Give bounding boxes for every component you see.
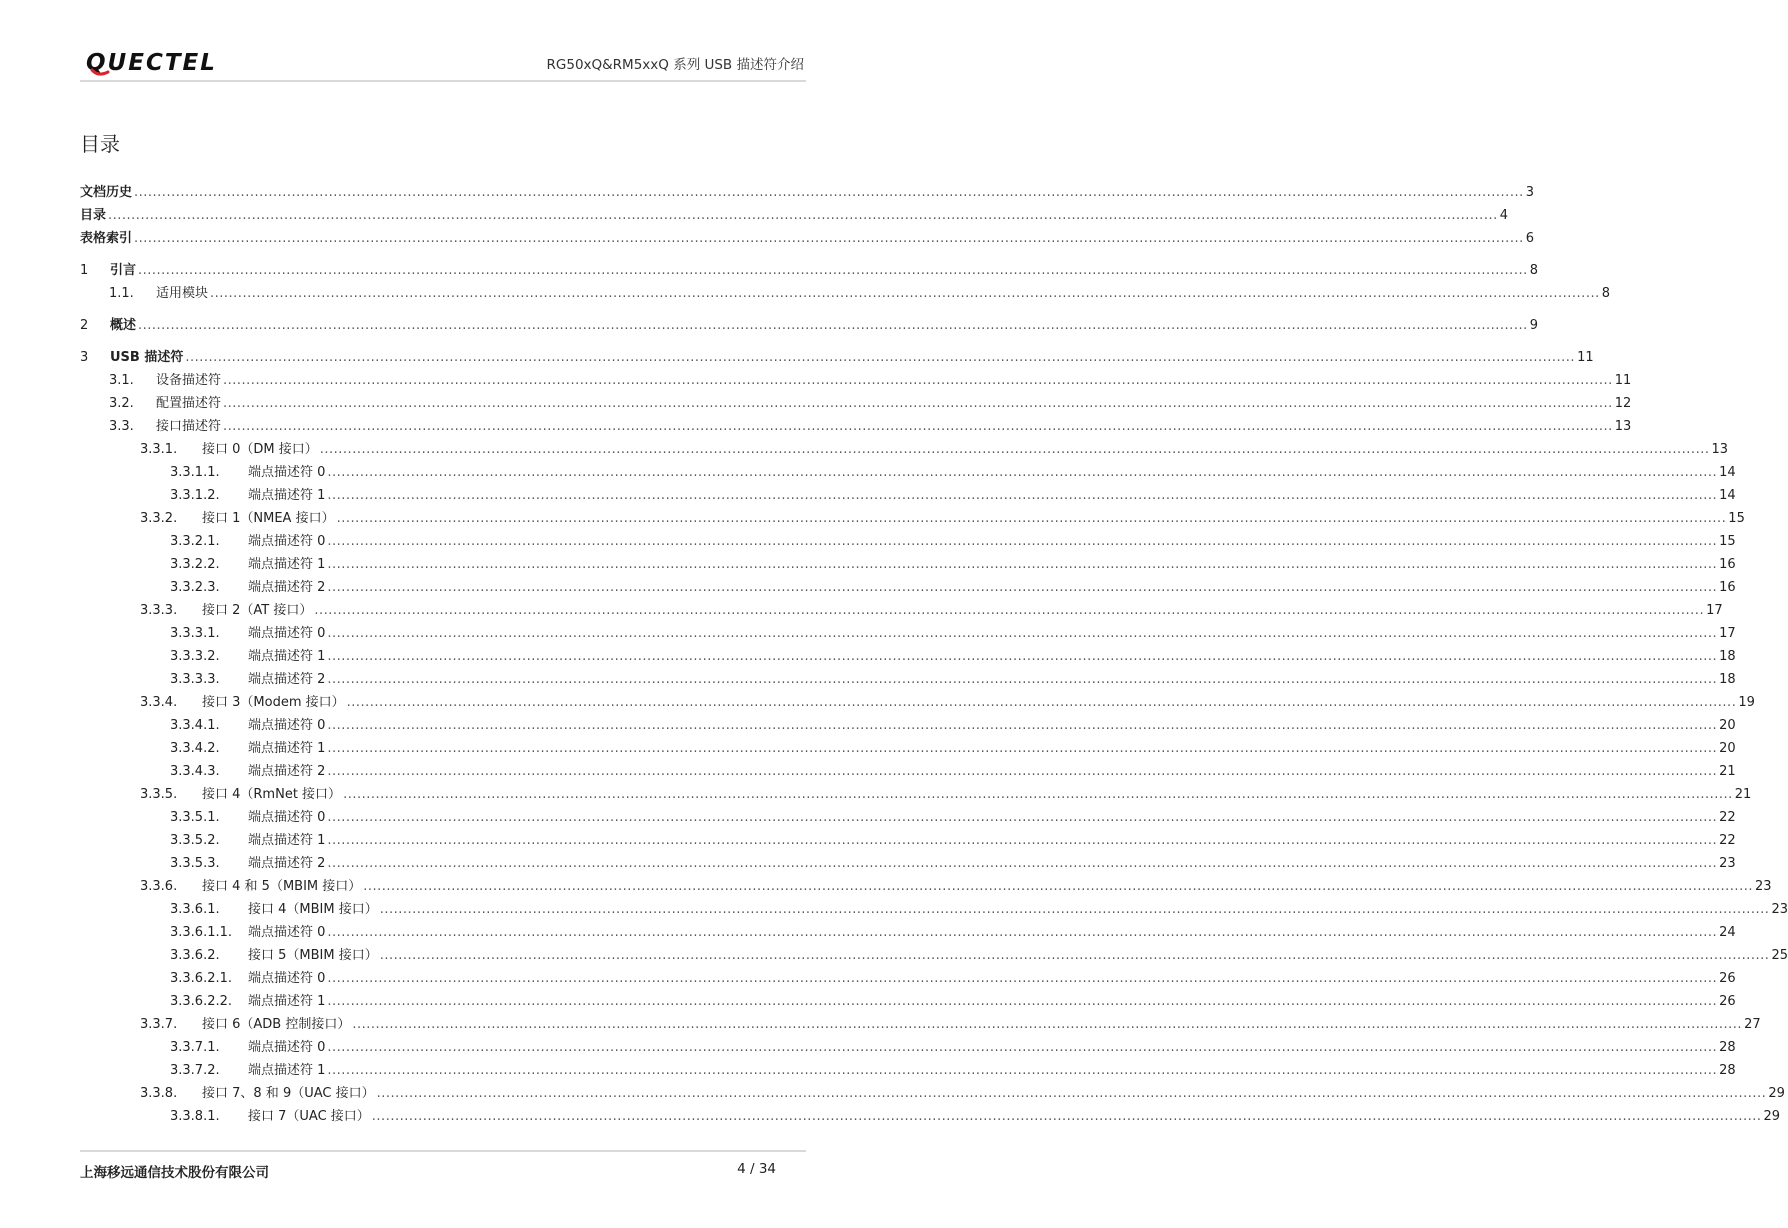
footer-company: 上海移远通信技术股份有限公司: [80, 1165, 269, 1181]
toc-entry-page: 29: [1763, 1109, 1781, 1124]
toc-entry-page: 8: [1529, 263, 1538, 278]
toc-entry[interactable]: [80, 667, 1736, 687]
toc-entry-label: 接口 4 和 5（MBIM 接口）: [202, 879, 362, 894]
toc-dot-leader: ............................................................................................................................................................................................................................................................................................................: [327, 1063, 1718, 1078]
toc-entry[interactable]: [80, 828, 1736, 848]
toc-dot-leader: ............................................................................................................................................................................................................................................................................................................: [379, 902, 1770, 917]
toc-entry-number: 3.3.6.1.: [170, 902, 220, 917]
toc-entry-page: 14: [1719, 488, 1736, 503]
toc-entry-label: 端点描述符 2: [248, 672, 326, 687]
toc-entry-number: 3.3.1.2.: [170, 488, 220, 503]
toc-entry-number: 3.3.5.1.: [170, 810, 220, 825]
toc-entry-label: 端点描述符 0: [248, 465, 326, 480]
toc-dot-leader: ............................................................................................................................................................................................................................................................................................................: [327, 925, 1718, 940]
toc-dot-leader: ............................................................................................................................................................................................................................................................................................................: [327, 534, 1718, 549]
toc-entry-label: 端点描述符 0: [248, 534, 326, 549]
toc-dot-leader: ............................................................................................................................................................................................................................................................................................................: [327, 465, 1718, 480]
toc-dot-leader: ............................................................................................................................................................................................................................................................................................................: [327, 718, 1718, 733]
toc-entry-label: 配置描述符: [156, 396, 222, 411]
toc-dot-leader: ............................................................................................................................................................................................................................................................................................................: [185, 350, 1576, 365]
toc-entry-number: 3.3.8.: [140, 1086, 178, 1101]
toc-dot-leader: ............................................................................................................................................................................................................................................................................................................: [327, 580, 1718, 595]
toc-entry[interactable]: [80, 1058, 1736, 1078]
toc-entry-label: 接口 5（MBIM 接口）: [248, 948, 378, 963]
toc-entry-number: 3.3.3.2.: [170, 649, 220, 664]
toc-entry[interactable]: [80, 345, 1594, 365]
toc-entry[interactable]: [80, 805, 1736, 825]
toc-dot-leader: ............................................................................................................................................................................................................................................................................................................: [327, 741, 1718, 756]
toc-entry-number: 3.3.6.1.1.: [170, 925, 233, 940]
toc-dot-leader: ............................................................................................................................................................................................................................................................................................................: [327, 649, 1718, 664]
toc-entry[interactable]: [80, 460, 1736, 480]
toc-entry[interactable]: [80, 506, 1745, 526]
toc-dot-leader: ............................................................................................................................................................................................................................................................................................................: [138, 263, 1528, 278]
toc-entry-number: 3.3.5.2.: [170, 833, 220, 848]
toc-entry-page: 13: [1614, 419, 1632, 434]
toc-entry-page: 14: [1719, 465, 1736, 480]
toc-dot-leader: ............................................................................................................................................................................................................................................................................................................: [327, 672, 1718, 687]
toc-entry-page: 11: [1577, 350, 1594, 365]
toc-entry[interactable]: [80, 391, 1632, 411]
footer-page-number: 4 / 34: [737, 1161, 776, 1177]
toc-entry[interactable]: [80, 690, 1755, 710]
toc-entry-label: 端点描述符 0: [248, 626, 326, 641]
toc-entry[interactable]: [80, 1081, 1785, 1101]
toc-entry-number: 3.3.3.: [140, 603, 178, 618]
toc-entry-number: 1: [80, 263, 89, 278]
toc-entry[interactable]: [80, 414, 1632, 434]
toc-entry-number: 3.3.1.: [140, 442, 178, 457]
toc-dot-leader: ............................................................................................................................................................................................................................................................................................................: [223, 373, 1613, 388]
toc-entry-number: 3.3.1.1.: [170, 465, 220, 480]
toc-entry-label: 接口 7（UAC 接口）: [248, 1109, 370, 1124]
toc-entry[interactable]: [80, 759, 1736, 779]
toc-entry-page: 13: [1711, 442, 1729, 457]
toc-entry-label: 表格索引: [80, 231, 133, 246]
toc-entry-label: 接口 3（Modem 接口）: [202, 695, 345, 710]
toc-entry-number: 3.3.7.: [140, 1017, 178, 1032]
toc-entry-page: 29: [1768, 1086, 1785, 1101]
toc-entry-number: 3.3.2.2.: [170, 557, 220, 572]
toc-entry-page: 25: [1771, 948, 1788, 963]
toc-entry-page: 15: [1719, 534, 1736, 549]
toc-dot-leader: ............................................................................................................................................................................................................................................................................................................: [327, 557, 1718, 572]
toc-entry-page: 22: [1719, 810, 1736, 825]
toc-entry-number: 3.3.3.3.: [170, 672, 220, 687]
toc-entry-page: 21: [1719, 764, 1736, 779]
toc-entry-page: 20: [1719, 718, 1736, 733]
toc-entry[interactable]: [80, 1104, 1781, 1124]
toc-entry[interactable]: [80, 989, 1736, 1009]
toc-entry-label: 端点描述符 1: [248, 833, 326, 848]
toc-entry[interactable]: [80, 281, 1610, 301]
toc-dot-leader: ............................................................................................................................................................................................................................................................................................................: [134, 185, 1524, 200]
toc-entry[interactable]: [80, 226, 1534, 246]
toc-entry-label: 端点描述符 1: [248, 557, 326, 572]
toc-entry-page: 23: [1719, 856, 1736, 871]
toc-entry-page: 20: [1719, 741, 1736, 756]
toc-entry[interactable]: [80, 180, 1534, 200]
toc-dot-leader: ............................................................................................................................................................................................................................................................................................................: [327, 971, 1718, 986]
toc-entry-page: 19: [1738, 695, 1755, 710]
toc-entry-number: 3.2.: [109, 396, 134, 411]
toc-entry-page: 28: [1719, 1040, 1736, 1055]
toc-entry-number: 3.3.4.1.: [170, 718, 220, 733]
toc-dot-leader: ............................................................................................................................................................................................................................................................................................................: [371, 1109, 1762, 1124]
toc-dot-leader: ............................................................................................................................................................................................................................................................................................................: [327, 764, 1718, 779]
toc-entry-number: 3.3.6.2.: [170, 948, 220, 963]
toc-entry-page: 18: [1719, 649, 1736, 664]
toc-entry[interactable]: [80, 368, 1632, 388]
toc-entry-page: 23: [1754, 879, 1772, 894]
toc-entry-number: 3: [80, 350, 89, 365]
toc-entry-label: 接口 4（RmNet 接口）: [202, 787, 342, 802]
toc-entry-label: 接口 6（ADB 控制接口）: [202, 1017, 351, 1032]
toc-dot-leader: ............................................................................................................................................................................................................................................................................................................: [223, 396, 1613, 411]
toc-entry-label: 接口描述符: [156, 419, 222, 434]
toc-dot-leader: ............................................................................................................................................................................................................................................................................................................: [376, 1086, 1767, 1101]
toc-entry-label: 端点描述符 0: [248, 925, 326, 940]
toc-entry-number: 3.3.3.1.: [170, 626, 220, 641]
toc-entry-number: 3.3.2.3.: [170, 580, 220, 595]
toc-entry-label: 端点描述符 0: [248, 810, 326, 825]
toc-entry-page: 24: [1719, 925, 1736, 940]
toc-entry-label: 接口 7、8 和 9（UAC 接口）: [202, 1086, 375, 1101]
toc-entry-label: 端点描述符 2: [248, 764, 326, 779]
toc-dot-leader: ............................................................................................................................................................................................................................................................................................................: [138, 318, 1528, 333]
toc-entry[interactable]: [80, 782, 1752, 802]
toc-entry-page: 15: [1728, 511, 1745, 526]
toc-entry-label: 接口 2（AT 接口）: [202, 603, 313, 618]
toc-entry-number: 3.3.8.1.: [170, 1109, 220, 1124]
toc-entry-label: 端点描述符 1: [248, 741, 326, 756]
toc-entry-number: 3.3.: [109, 419, 134, 434]
toc-entry[interactable]: [80, 552, 1736, 572]
toc-entry[interactable]: [80, 966, 1736, 986]
toc-entry-number: 3.3.4.2.: [170, 741, 220, 756]
toc-entry[interactable]: [80, 483, 1736, 503]
toc-entry-page: 27: [1744, 1017, 1761, 1032]
toc-dot-leader: ............................................................................................................................................................................................................................................................................................................: [336, 511, 1727, 526]
page-header: [80, 36, 806, 82]
toc-entry[interactable]: [80, 897, 1788, 917]
toc-entry-number: 3.3.7.1.: [170, 1040, 220, 1055]
toc-entry-page: 21: [1734, 787, 1752, 802]
toc-entry-number: 3.3.6.2.2.: [170, 994, 233, 1009]
toc-entry-page: 26: [1719, 971, 1736, 986]
toc-entry-number: 3.3.5.3.: [170, 856, 220, 871]
toc-entry-label: 端点描述符 1: [248, 649, 326, 664]
toc-entry-page: 6: [1525, 231, 1534, 246]
toc-entry-number: 2: [80, 318, 89, 333]
toc-entry-label: 目录: [80, 208, 107, 223]
toc-entry-page: 22: [1719, 833, 1736, 848]
toc-entry[interactable]: [80, 644, 1736, 664]
toc-dot-leader: ............................................................................................................................................................................................................................................................................................................: [343, 787, 1733, 802]
toc-entry-page: 18: [1719, 672, 1736, 687]
toc-entry-number: 1.1.: [109, 286, 134, 301]
toc-dot-leader: ............................................................................................................................................................................................................................................................................................................: [327, 626, 1718, 641]
toc-dot-leader: ............................................................................................................................................................................................................................................................................................................: [327, 810, 1718, 825]
toc-entry-page: 16: [1719, 557, 1736, 572]
toc-dot-leader: ............................................................................................................................................................................................................................................................................................................: [108, 208, 1498, 223]
toc-entry-number: 3.3.5.: [140, 787, 178, 802]
toc-entry-number: 3.3.2.: [140, 511, 178, 526]
toc-entry-page: 26: [1719, 994, 1736, 1009]
toc-entry[interactable]: [80, 851, 1736, 871]
toc-dot-leader: ............................................................................................................................................................................................................................................................................................................: [210, 286, 1600, 301]
toc-entry-label: 端点描述符 0: [248, 718, 326, 733]
toc-entry-label: 接口 4（MBIM 接口）: [248, 902, 378, 917]
toc-entry-label: USB 描述符: [110, 350, 184, 365]
toc-entry[interactable]: [80, 736, 1736, 756]
toc-entry[interactable]: [80, 437, 1729, 457]
toc-entry-page: 8: [1601, 286, 1610, 301]
toc-entry-number: 3.1.: [109, 373, 134, 388]
toc-entry-label: 端点描述符 0: [248, 971, 326, 986]
toc-entry-page: 28: [1719, 1063, 1736, 1078]
toc-entry[interactable]: [80, 874, 1772, 894]
toc-entry-page: 3: [1525, 185, 1534, 200]
toc-entry-label: 端点描述符 2: [248, 856, 326, 871]
toc-dot-leader: ............................................................................................................................................................................................................................................................................................................: [327, 856, 1718, 871]
toc-entry-page: 16: [1719, 580, 1736, 595]
toc-entry[interactable]: [80, 1035, 1736, 1055]
quectel-logo: [82, 44, 252, 74]
toc-entry[interactable]: [80, 943, 1788, 963]
logo-swoosh-icon: [90, 68, 110, 78]
document-title: RG50xQ&RM5xxQ 系列 USB 描述符介绍: [546, 57, 804, 73]
toc-entry-page: 17: [1719, 626, 1736, 641]
toc-entry-number: 3.3.6.: [140, 879, 178, 894]
toc-dot-leader: ............................................................................................................................................................................................................................................................................................................: [346, 695, 1737, 710]
toc-entry-label: 文档历史: [80, 185, 133, 200]
toc-dot-leader: ............................................................................................................................................................................................................................................................................................................: [134, 231, 1524, 246]
toc-dot-leader: ............................................................................................................................................................................................................................................................................................................: [379, 948, 1770, 963]
toc-entry-label: 端点描述符 1: [248, 488, 326, 503]
toc-entry-label: 端点描述符 0: [248, 1040, 326, 1055]
toc-entry-page: 17: [1706, 603, 1723, 618]
toc-entry-label: 设备描述符: [156, 373, 222, 388]
toc-entry-label: 端点描述符 1: [248, 994, 326, 1009]
toc-dot-leader: ............................................................................................................................................................................................................................................................................................................: [327, 488, 1718, 503]
toc-entry-label: 端点描述符 2: [248, 580, 326, 595]
page-title: 目录: [80, 132, 120, 156]
toc-dot-leader: ............................................................................................................................................................................................................................................................................................................: [327, 1040, 1718, 1055]
toc-entry[interactable]: [80, 575, 1736, 595]
toc-entry-page: 4: [1499, 208, 1508, 223]
toc-entry[interactable]: [80, 258, 1538, 278]
toc-dot-leader: ............................................................................................................................................................................................................................................................................................................: [314, 603, 1705, 618]
toc-dot-leader: ............................................................................................................................................................................................................................................................................................................: [352, 1017, 1743, 1032]
toc-entry-label: 适用模块: [156, 286, 209, 301]
toc-entry-label: 概述: [110, 318, 137, 333]
toc-entry-label: 接口 1（NMEA 接口）: [202, 511, 335, 526]
toc-dot-leader: ............................................................................................................................................................................................................................................................................................................: [223, 419, 1613, 434]
toc-entry-number: 3.3.4.3.: [170, 764, 220, 779]
toc-entry-page: 12: [1614, 396, 1632, 411]
toc-dot-leader: ............................................................................................................................................................................................................................................................................................................: [363, 879, 1753, 894]
toc-entry[interactable]: [80, 621, 1736, 641]
toc-entry[interactable]: [80, 713, 1736, 733]
toc-entry[interactable]: [80, 529, 1736, 549]
toc-entry[interactable]: [80, 313, 1538, 333]
toc-entry-label: 端点描述符 1: [248, 1063, 326, 1078]
toc-entry[interactable]: [80, 203, 1508, 223]
toc-dot-leader: ............................................................................................................................................................................................................................................................................................................: [319, 442, 1710, 457]
toc-entry-page: 11: [1614, 373, 1632, 388]
toc-entry-label: 接口 0（DM 接口）: [202, 442, 318, 457]
toc-entry[interactable]: [80, 598, 1723, 618]
toc-dot-leader: ............................................................................................................................................................................................................................................................................................................: [327, 994, 1718, 1009]
toc-entry-page: 23: [1771, 902, 1788, 917]
toc-entry-number: 3.3.2.1.: [170, 534, 220, 549]
toc-entry[interactable]: [80, 1012, 1761, 1032]
logo-text: QUECTEL: [86, 50, 217, 76]
toc-entry-number: 3.3.4.: [140, 695, 178, 710]
toc-entry-number: 3.3.6.2.1.: [170, 971, 233, 986]
toc-dot-leader: ............................................................................................................................................................................................................................................................................................................: [327, 833, 1718, 848]
page-footer: [80, 1150, 806, 1181]
toc-entry-number: 3.3.7.2.: [170, 1063, 220, 1078]
toc-entry-page: 9: [1529, 318, 1538, 333]
toc-entry[interactable]: [80, 920, 1736, 940]
toc-entry-label: 引言: [110, 263, 137, 278]
